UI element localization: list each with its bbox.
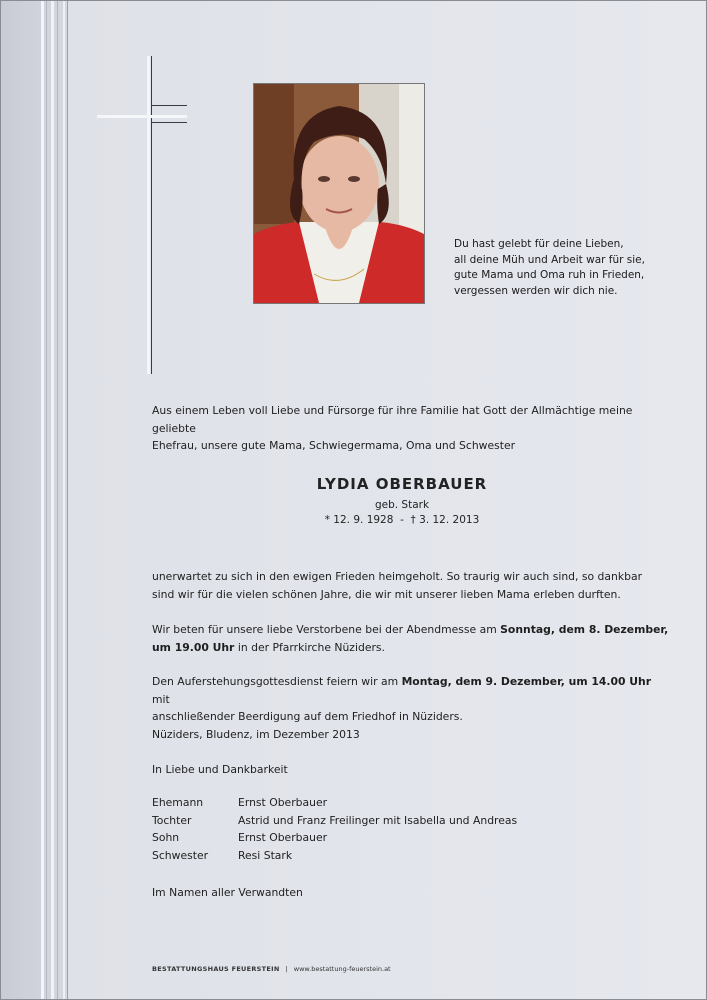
family-role: Ehemann <box>152 796 204 809</box>
relatives-note: Im Namen aller Verwandten <box>152 886 303 899</box>
family-row <box>152 814 517 832</box>
deceased-name: LYDIA OBERBAUER <box>316 475 488 493</box>
portrait-photo <box>253 83 425 304</box>
family-row <box>152 796 517 814</box>
family-names: Ernst Oberbauer <box>238 796 328 809</box>
funeral-home-url[interactable]: www.bestattung-feuerstein.at <box>293 965 391 973</box>
poem-line: gute Mama und Oma ruh in Frieden, <box>454 269 645 281</box>
funeral-text: mit <box>152 692 170 706</box>
footer <box>152 965 391 973</box>
life-dates: * 12. 9. 1928 - † 3. 12. 2013 <box>324 514 480 526</box>
paragraph-mass <box>152 621 672 656</box>
decorative-stripe <box>41 1 44 999</box>
footer-separator: | <box>285 965 288 973</box>
family-role: Schwester <box>152 848 209 862</box>
poem-line: all deine Müh und Arbeit war für sie, <box>454 253 645 266</box>
decorative-stripe <box>67 1 68 999</box>
funeral-text: Den Auferstehungsgottesdienst feiern wir am <box>152 675 402 688</box>
family-names: Ernst Oberbauer <box>238 831 328 844</box>
memorial-poem <box>454 237 645 299</box>
family-role: Sohn <box>152 831 180 844</box>
paragraph-funeral <box>152 673 672 726</box>
intro-line: Ehefrau, unsere gute Mama, Schwiegermama, Oma und Schwester <box>152 439 516 452</box>
deceased-info <box>152 475 652 526</box>
decorative-stripe <box>63 1 65 999</box>
family-role: Tochter <box>152 813 192 827</box>
family-names: Resi Stark <box>238 848 293 862</box>
family-row <box>152 849 517 867</box>
mass-date: Sonntag, dem 8. Dezember, <box>500 623 669 636</box>
funeral-home-name: BESTATTUNGSHAUS FEUERSTEIN <box>152 965 280 973</box>
paragraph-line: sind wir für die vielen schönen Jahre, die wir mit unserer lieben Mama erleben durften. <box>152 587 621 601</box>
poem-line: Du hast gelebt für deine Lieben, <box>454 238 624 250</box>
mass-time: um 19.00 Uhr <box>152 640 235 654</box>
mass-text: Wir beten für unsere liebe Verstorbene bei der Abendmesse am <box>152 623 501 636</box>
decorative-stripe <box>57 1 58 999</box>
decorative-stripe <box>51 1 54 999</box>
paragraph-passing <box>152 568 672 603</box>
place-date: Nüziders, Bludenz, im Dezember 2013 <box>152 728 360 741</box>
birth-name: geb. Stark <box>374 499 430 511</box>
family-list <box>152 796 517 866</box>
mass-location: in der Pfarrkirche Nüziders. <box>234 640 385 654</box>
decorative-stripe <box>46 1 47 999</box>
paragraph-line: unerwartet zu sich in den ewigen Frieden heimgeholt. So traurig wir auch sind, so dankbar <box>152 570 643 583</box>
intro-line: Aus einem Leben voll Liebe und Fürsorge für ihre Familie hat Gott der Allmächtige meine geliebte <box>152 404 633 435</box>
funeral-burial: anschließender Beerdigung auf dem Friedhof in Nüziders. <box>152 710 463 723</box>
poem-line: vergessen werden wir dich nie. <box>454 284 618 297</box>
intro-text <box>152 402 672 455</box>
family-names: Astrid und Franz Freilinger mit Isabella und Andreas <box>238 813 518 827</box>
funeral-date-time: Montag, dem 9. Dezember, um 14.00 Uhr <box>401 675 652 688</box>
closing-text: In Liebe und Dankbarkeit <box>152 763 288 776</box>
family-row <box>152 831 517 849</box>
